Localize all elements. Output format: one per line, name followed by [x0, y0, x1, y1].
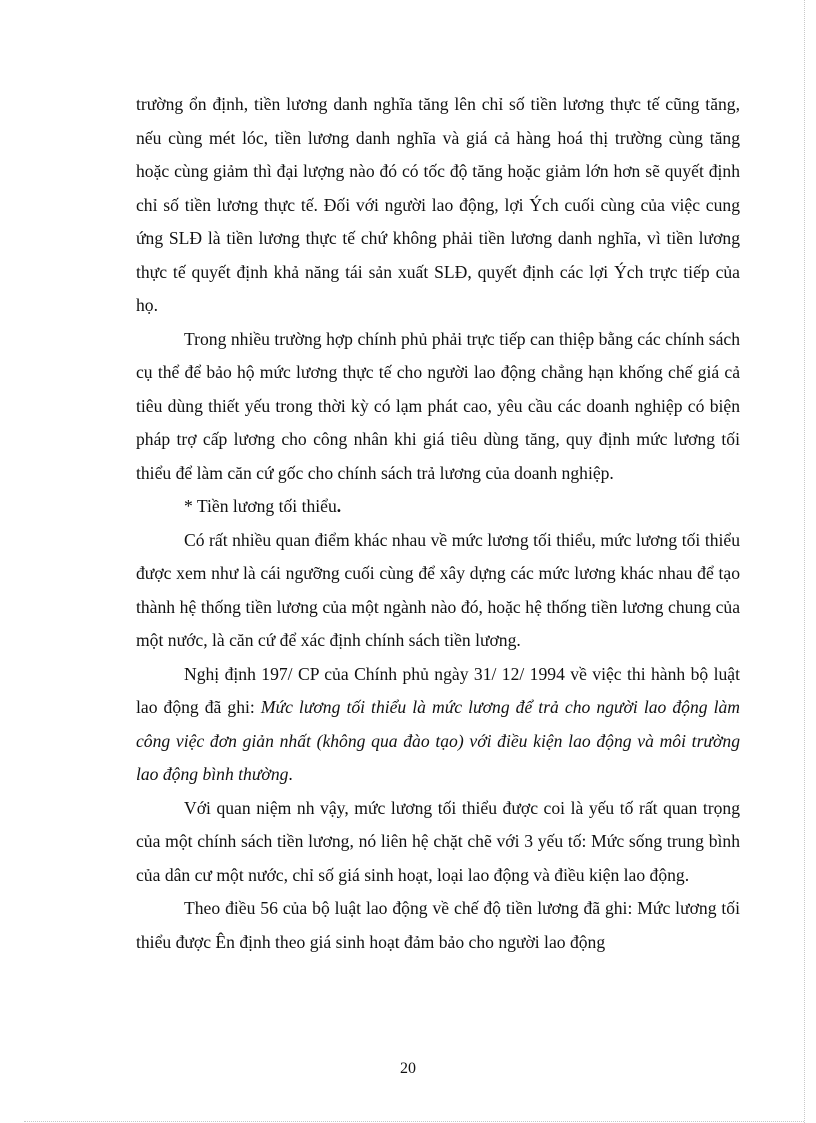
section-heading: [136, 490, 740, 524]
page-right-divider: [804, 0, 805, 1123]
paragraph-4-end: .: [288, 764, 293, 784]
heading-dot: .: [336, 496, 342, 516]
paragraph-2: Trong nhiều trường hợp chính phủ phải trực tiếp can thiệp bằng các chính sách cụ thể để bảo hộ mức lương thực tế cho người lao động chẳng hạn khống chế giá cả tiêu dùng thiết yếu trong thời kỳ có lạm phát cao, yêu cầu các doanh nghiệp có biện pháp trợ cấp lương cho công nhân khi giá tiêu dùng tăng, quy định mức lương tối thiểu để làm căn cứ gốc cho chính sách trả lương của doanh nghiệp.: [136, 328, 740, 483]
paragraph-6: Theo điều 56 của bộ luật lao động về chế độ tiền lương đã ghi: Mức lương tối thiểu được Ên định theo giá sinh hoạt đảm bảo cho người lao động: [136, 898, 740, 952]
body-text: [136, 88, 740, 959]
paragraph-4-quote: Mức lương tối thiểu là mức lương để trả cho người lao động làm công việc đơn giản nhất (không qua đào tạo) với điều kiện lao động và môi trường lao động bình thường: [136, 697, 740, 784]
paragraph-4: [136, 658, 740, 792]
paragraph-3: Có rất nhiều quan điểm khác nhau về mức lương tối thiểu, mức lương tối thiểu được xem như là cái ngưỡng cuối cùng để xây dựng các mức lương khác nhau để tạo thành hệ thống tiền lương của một ngành nào đó, hoặc hệ thống tiền lương chung của một nước, là căn cứ để xác định chính sách tiền lương.: [136, 529, 740, 650]
paragraph-5: Với quan niệm nh vậy, mức lương tối thiểu được coi là yếu tố rất quan trọng của một chính sách tiền lương, nó liên hệ chặt chẽ với 3 yếu tố: Mức sống trung bình của dân cư một nước, chỉ số giá sinh hoạt, loại lao động và điều kiện lao động.: [136, 797, 740, 885]
paragraph-1: trường ổn định, tiền lương danh nghĩa tăng lên chỉ số tiền lương thực tế cũng tăng, nếu cùng mét lóc, tiền lương danh nghĩa và giá cả hàng hoá thị trường cùng tăng hoặc cùng giảm thì đại lượng nào đó có tốc độ tăng hoặc giảm lớn hơn sẽ quyết định chỉ số tiền lương thực tế. Đối với người lao động, lợi Ých cuối cùng của việc cung ứng SLĐ là tiền lương thực tế chứ không phải tiền lương danh nghĩa, vì tiền lương thực tế quyết định khả năng tái sản xuất SLĐ, quyết định các lợi Ých trực tiếp của họ.: [136, 94, 740, 315]
heading-text: * Tiền lương tối thiểu: [184, 496, 337, 516]
page-number: 20: [400, 1060, 416, 1077]
paragraph-4-lead: Nghị định 197/ CP của Chính phủ ngày 31/ 12/ 1994 về việc thi hành bộ luật lao động đã ghi:: [136, 663, 740, 717]
page-bottom-divider: [24, 1121, 804, 1122]
